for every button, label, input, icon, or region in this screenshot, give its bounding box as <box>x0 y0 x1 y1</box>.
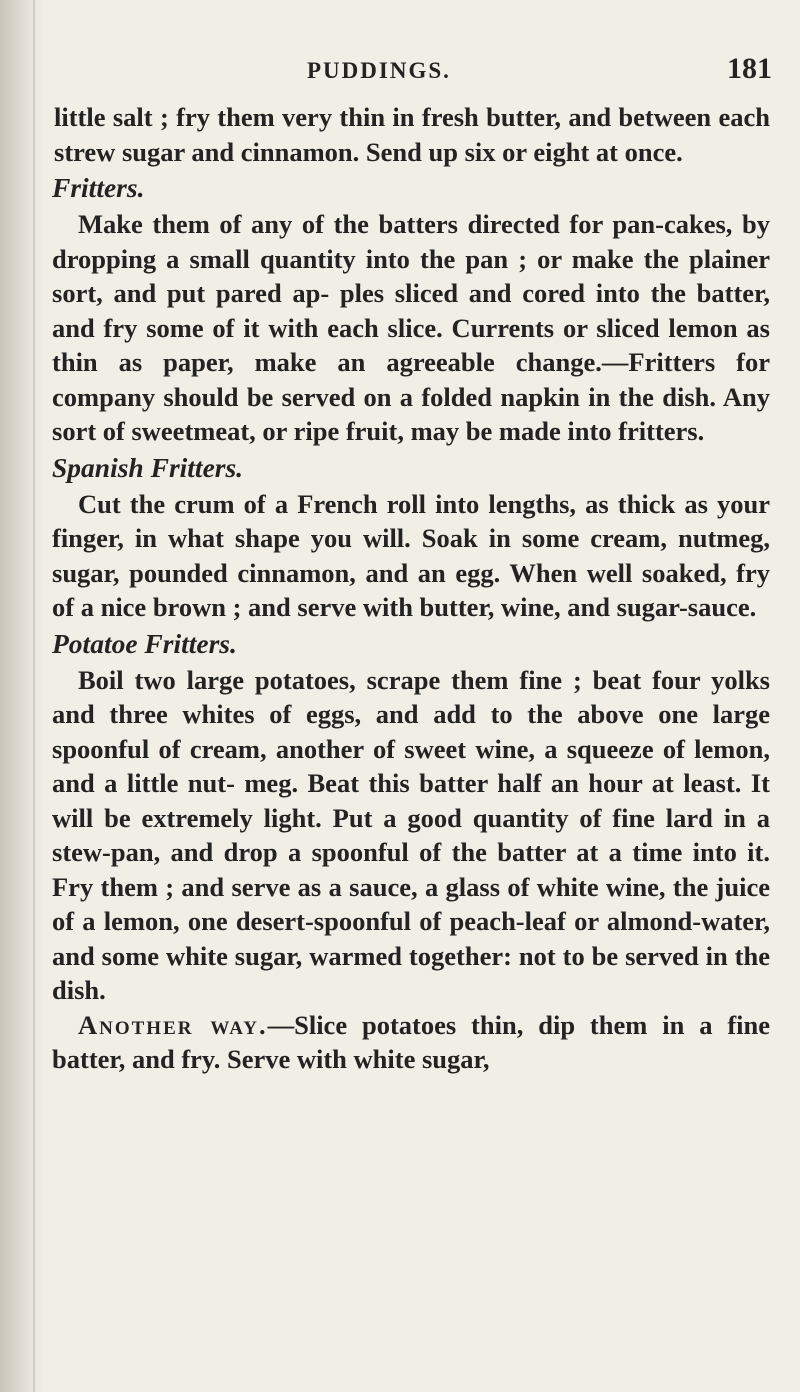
book-page <box>52 0 772 1392</box>
running-head <box>52 52 772 98</box>
heading-potatoe-fritters: Potatoe Fritters. <box>52 627 237 659</box>
another-way-lead: Another way. <box>78 1009 268 1040</box>
paragraph-potatoe-fritters: Boil two large potatoes, scrape them fine ; beat four yolks and three whites of eggs, and add to the above one large spoonful of cream, another of sweet wine, a squeeze of lemon, and a little nut- meg. Beat this batter half an hour at least. It will be extremely light. Put a good quantity of fine lard in a stew-pan, and drop a spoonful of the batter at a time into it. Fry them ; and serve as a sauce, a glass of white wine, the juice of a lemon, one desert-spoonful of peach-leaf or almond-water, and some white sugar, warmed together: not to be served in the dish. <box>52 664 770 1005</box>
another-way-text: —Slice potatoes thin, dip them in a fine batter, and fry. Serve with white sugar, <box>52 1009 771 1074</box>
heading-fritters: Fritters. <box>52 172 145 203</box>
binding-shadow <box>0 0 44 1392</box>
running-title: PUDDINGS. <box>307 58 451 83</box>
page-body <box>52 100 770 1077</box>
paragraph-spanish-fritters: Cut the crum of a French roll into lengths, as thick as your finger, in what shape you will. Soak in some cream, nutmeg, sugar, pounded cinnamon, and an egg. When well soaked, fry of a nice brown ; and serve with butter, wine, and sugar-sauce. <box>52 488 770 622</box>
paragraph-fritters: Make them of any of the batters directed for pan-cakes, by dropping a small quantity into the pan ; or make the plainer sort, and put pared ap- ples sliced and cored into the batter, and fry some of it with each slice. Currents or sliced lemon as thin as paper, make an agreeable change.—Fritters for company should be served on a folded napkin in the dish. Any sort of sweetmeat, or ripe fruit, may be made into fritters. <box>52 209 770 446</box>
paragraph-continued: little salt ; fry them very thin in fresh butter, and between each strew sugar and cinnamon. Send up six or eight at once. <box>54 102 770 167</box>
binding-edge <box>33 0 35 1392</box>
heading-spanish-fritters: Spanish Fritters. <box>52 451 244 483</box>
page-number: 181 <box>727 52 772 85</box>
paragraph-another-way <box>52 1008 770 1077</box>
